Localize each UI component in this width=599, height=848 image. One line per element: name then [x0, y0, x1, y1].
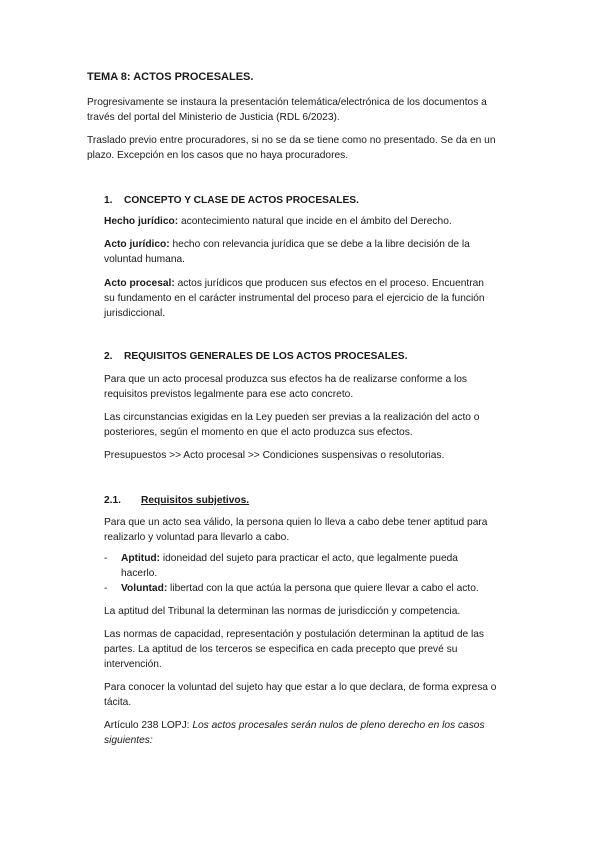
bullet-aptitud-text-line-1: idoneidad del sujeto para practicar el acto, que legalmente pueda — [160, 553, 458, 564]
article-238-quote-line-2-text: siguientes: — [104, 735, 153, 746]
article-238-lopj — [104, 718, 485, 734]
section-2-1-paragraph-2: La aptitud del Tribunal la determinan las normas de jurisdicción y competencia. — [104, 606, 461, 617]
section-2-1-title: Requisitos subjetivos. — [141, 495, 250, 506]
bullet-voluntad — [104, 581, 479, 597]
section-2-number: 2. — [104, 351, 113, 362]
acto-juridico-text-line-1: hecho con relevancia jurídica que se debe a la libre decisión de la — [169, 239, 470, 250]
intro-paragraph-1-line-1: Progresivamente se instaura la presentación telemática/electrónica de los documentos a — [87, 97, 487, 108]
section-2-1-paragraph-4-line-2: tácita. — [104, 697, 132, 708]
section-2-1-heading — [104, 493, 249, 509]
acto-juridico-text-line-2: voluntad humana. — [104, 254, 185, 265]
acto-procesal-definition — [104, 276, 484, 292]
section-2-1-paragraph-3-line-1: Las normas de capacidad, representación y postulación determinan la aptitud de las — [104, 629, 485, 640]
acto-procesal-text-line-2: su fundamento en el carácter instrumental del proceso para el ejercicio de la función — [104, 293, 485, 304]
section-2-1-paragraph-3-line-3: intervención. — [104, 659, 162, 670]
bullet-voluntad-label: Voluntad: — [121, 583, 168, 594]
section-2-1-paragraph-1-line-2: realizarlo y voluntad para llevarlo a cabo. — [104, 532, 290, 543]
hecho-juridico-definition — [104, 214, 452, 230]
section-2-title: REQUISITOS GENERALES DE LOS ACTOS PROCESALES. — [124, 351, 408, 362]
article-238-quote-line-2 — [104, 733, 153, 749]
section-1-heading — [104, 193, 359, 209]
section-2-paragraph-1-line-1: Para que un acto procesal produzca sus efectos ha de realizarse conforme a los — [104, 374, 467, 385]
acto-procesal-text-line-1: actos jurídicos que producen sus efectos en el proceso. Encuentran — [174, 278, 484, 289]
bullet-aptitud-text-line-2: hacerlo. — [121, 568, 158, 579]
acto-juridico-definition — [104, 237, 470, 253]
section-2-paragraph-2-line-2: posteriores, según el momento en que el acto produzca sus efectos. — [104, 427, 413, 438]
intro-paragraph-2-line-1: Traslado previo entre procuradores, si no se da se tiene como no presentado. Se da en un — [87, 135, 496, 146]
acto-procesal-text-line-3: jurisdiccional. — [104, 308, 166, 319]
section-2-1-paragraph-3-line-2: partes. La aptitud de los terceros se especifica en cada precepto que prevé su — [104, 644, 458, 655]
section-2-paragraph-2-line-1: Las circunstancias exigidas en la Ley pueden ser previas a la realización del acto o — [104, 412, 480, 423]
hecho-juridico-label: Hecho jurídico: — [104, 216, 179, 227]
section-1-title: CONCEPTO Y CLASE DE ACTOS PROCESALES. — [124, 195, 359, 206]
page-title: TEMA 8: ACTOS PROCESALES. — [87, 71, 254, 83]
section-2-paragraph-1-line-2: requisitos previstos legalmente para ese acto concreto. — [104, 389, 354, 400]
bullet-aptitud — [104, 551, 458, 567]
acto-procesal-label: Acto procesal: — [104, 278, 175, 289]
section-2-paragraph-3: Presupuestos >> Acto procesal >> Condiciones suspensivas o resolutorias. — [104, 450, 445, 461]
hecho-juridico-text: acontecimiento natural que incide en el ámbito del Derecho. — [178, 216, 452, 227]
bullet-voluntad-text: libertad con la que actúa la persona que quiere llevar a cabo el acto. — [167, 583, 479, 594]
article-238-prefix: Artículo 238 LOPJ: — [104, 720, 193, 731]
intro-paragraph-1-line-2: través del portal del Ministerio de Justicia (RDL 6/2023). — [87, 112, 340, 123]
section-2-1-paragraph-4-line-1: Para conocer la voluntad del sujeto hay que estar a lo que declara, de forma expresa o — [104, 682, 497, 693]
bullet-dash: - — [104, 583, 108, 594]
intro-paragraph-2-line-2: plazo. Excepción en los casos que no haya procuradores. — [87, 150, 349, 161]
article-238-quote-line-1: Los actos procesales serán nulos de pleno derecho en los casos — [192, 720, 485, 731]
section-2-1-paragraph-1-line-1: Para que un acto sea válido, la persona quien lo lleva a cabo debe tener aptitud para — [104, 517, 488, 528]
acto-juridico-label: Acto jurídico: — [104, 239, 170, 250]
section-2-1-number: 2.1. — [104, 495, 121, 506]
section-1-number: 1. — [104, 195, 113, 206]
bullet-aptitud-label: Aptitud: — [121, 553, 161, 564]
section-2-heading — [104, 349, 407, 365]
bullet-dash: - — [104, 553, 108, 564]
